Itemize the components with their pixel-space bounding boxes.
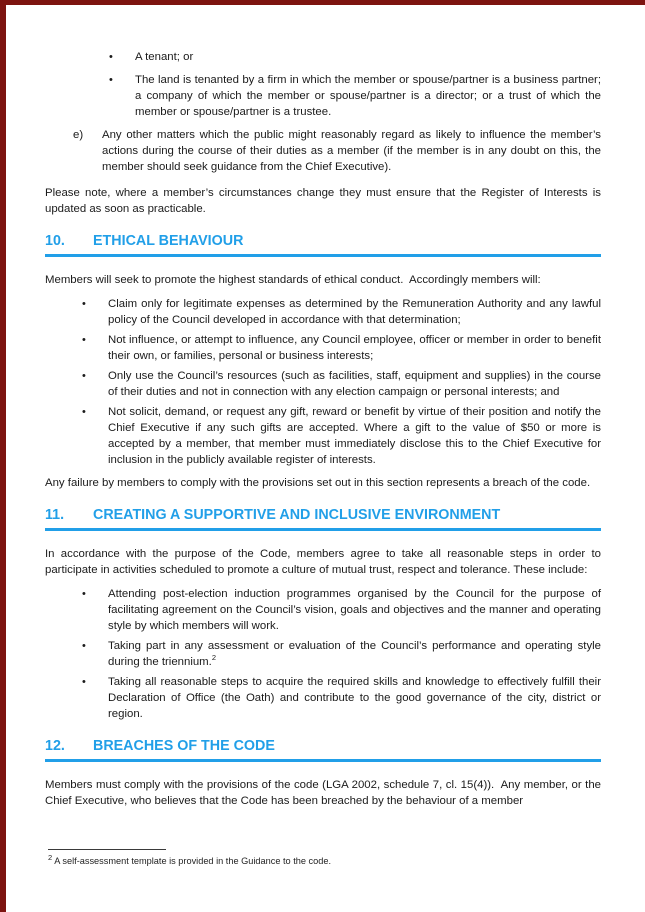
supportive-bullet-list: [45, 586, 601, 722]
bullet-icon: •: [82, 334, 86, 346]
list-item-text: Attending post-election induction programmes organised by the Council for the purpose of facilitating agreement on the Council’s vision, goals and objectives and the manner and operating style by which members will work.: [108, 588, 601, 632]
section-heading: [45, 234, 601, 257]
list-item-text: Not influence, or attempt to influence, any Council employee, officer or member in order to benefit their own, or families, personal or business interests;: [108, 334, 601, 362]
list-item: [45, 49, 601, 65]
lettered-item-e: [45, 127, 601, 175]
note-paragraph: Please note, where a member’s circumstances change they must ensure that the Register of Interests is updated as soon as practicable.: [45, 187, 601, 215]
section-paragraph: Members must comply with the provisions of the code (LGA 2002, schedule 7, cl. 15(4)). Any member, or the Chief Executive, who believes that the Code has been breached by the behaviour of a member: [45, 779, 601, 807]
list-item: [45, 72, 601, 120]
section-outro: Any failure by members to comply with the provisions set out in this section represents a breach of the code.: [45, 477, 591, 489]
lettered-item-text: Any other matters which the public might reasonably regard as likely to influence the member’s actions during the course of their duties as a member (if the member is in any doubt on this, the member should seek guidance from the Chief Executive).: [102, 129, 601, 173]
bullet-icon: •: [82, 640, 86, 652]
list-item-text: Taking all reasonable steps to acquire the required skills and knowledge to effectively fulfill their Declaration of Office (the Oath) and contribute to the good governance of the city, district or region.: [108, 676, 601, 720]
section-intro: In accordance with the purpose of the Code, members agree to take all reasonable steps in order to participate in activities scheduled to promote a culture of mutual trust, respect and tolerance. These include:: [45, 548, 601, 576]
section-breaches: [45, 739, 601, 809]
section-ethical-behaviour: [45, 234, 601, 491]
list-item-text: Taking part in any assessment or evaluation of the Council’s performance and operating style during the triennium.$^2$: [108, 640, 601, 668]
section-number: 11.: [45, 507, 65, 523]
footnote-text-line: [48, 852, 588, 867]
section-title: CREATING A SUPPORTIVE AND INCLUSIVE ENVIRONMENT: [93, 507, 501, 523]
list-item: [45, 586, 601, 634]
bullet-icon: •: [82, 406, 86, 418]
list-item-text: Not solicit, demand, or request any gift, reward or benefit by virtue of their position and notify the Chief Executive if any such gifts are accepted. Where a gift to the value of $50 or more is accepted by a member, that member must immediately disclose this to the Chief Executive for inclusion in the publicly available register of interests.: [108, 406, 601, 466]
list-item: [45, 368, 601, 400]
list-item: [45, 332, 601, 364]
footnote-marker: 2: [48, 852, 53, 862]
list-item-text: A tenant; or: [135, 51, 194, 63]
section-heading: [45, 739, 601, 762]
section-heading: [45, 508, 601, 531]
list-item-text: Claim only for legitimate expenses as determined by the Remuneration Authority and any lawful policy of the Council developed in accordance with that determination;: [108, 298, 601, 326]
bullet-icon: •: [109, 74, 113, 86]
list-item: [45, 296, 601, 328]
lettered-item-label: e): [73, 129, 84, 141]
section-title: BREACHES OF THE CODE: [93, 738, 275, 754]
footnote-ref: 2: [211, 653, 217, 663]
list-item: [45, 638, 601, 670]
bullet-icon: •: [82, 588, 86, 600]
bullet-icon: •: [82, 370, 86, 382]
bullet-icon: •: [82, 298, 86, 310]
section-intro: Members will seek to promote the highest standards of ethical conduct. Accordingly members will:: [45, 274, 541, 286]
list-item-text: Only use the Council’s resources (such as facilities, staff, equipment and supplies) in the course of their duties and not in connection with any election campaign or personal interests; and: [108, 370, 601, 398]
sub-bullet-list: [45, 49, 601, 120]
bullet-icon: •: [109, 51, 113, 63]
section-supportive-environment: [45, 508, 601, 722]
list-item: [45, 674, 601, 722]
footnote: [48, 849, 588, 867]
section-title: ETHICAL BEHAVIOUR: [93, 233, 244, 249]
footnote-text: A self-assessment template is provided in the Guidance to the code.: [54, 856, 332, 866]
section-number: 10.: [45, 233, 65, 249]
footnote-separator: [48, 849, 166, 850]
ethical-bullet-list: [45, 296, 601, 468]
bullet-icon: •: [82, 676, 86, 688]
section-number: 12.: [45, 738, 65, 754]
list-item: [45, 404, 601, 468]
list-item-text: The land is tenanted by a firm in which the member or spouse/partner is a business partner; a company of which the member or spouse/partner is a director; or a trust of which the member or spouse/partner is a trustee.: [135, 74, 601, 118]
